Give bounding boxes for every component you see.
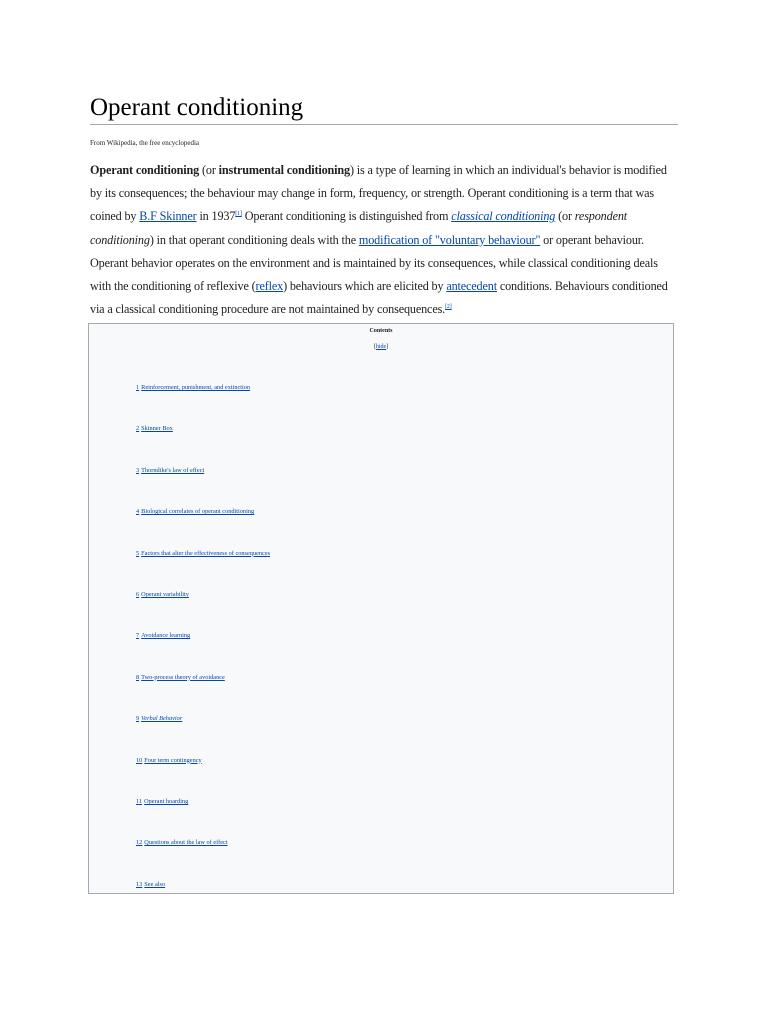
toc-number: 8 bbox=[136, 673, 140, 681]
lead-text: Operant conditioning is distinguished from bbox=[241, 209, 452, 224]
toc-item bbox=[136, 591, 270, 632]
toc-label: Avoidance learning bbox=[141, 632, 191, 640]
toc-link[interactable] bbox=[136, 674, 225, 681]
toc-label: Operant variability bbox=[141, 590, 189, 598]
toc-link[interactable] bbox=[136, 881, 165, 888]
toc-number: 13 bbox=[136, 880, 143, 888]
link-classical-conditioning-text: classical conditioning bbox=[451, 209, 556, 224]
toc-label: Questions about the law of effect bbox=[144, 839, 228, 847]
toc-item bbox=[136, 798, 270, 839]
toc-item bbox=[136, 467, 270, 508]
toc-toggle-bracket: ] bbox=[386, 344, 389, 350]
toc-link[interactable] bbox=[136, 508, 254, 515]
lead-text: (or bbox=[555, 209, 575, 224]
link-classical-conditioning[interactable] bbox=[451, 209, 555, 223]
toc-number: 1 bbox=[136, 384, 140, 391]
lead-text: conditions. Behaviours conditioned via a classical conditioning procedure are not maintained by consequences. bbox=[90, 279, 668, 317]
toc-title: Contents bbox=[369, 328, 393, 334]
toc-item bbox=[136, 674, 270, 715]
lead-text: ) in that operant conditioning deals with the bbox=[149, 232, 359, 247]
toc-label: See also bbox=[144, 880, 166, 888]
site-tagline: From Wikipedia, the free encyclopedia bbox=[90, 139, 200, 147]
toc-number: 4 bbox=[136, 508, 140, 516]
toc-link[interactable] bbox=[136, 550, 270, 557]
toc-number: 2 bbox=[136, 425, 140, 433]
toc-link[interactable] bbox=[136, 715, 182, 722]
link-reflex[interactable]: reflex bbox=[255, 279, 284, 294]
toc-number: 11 bbox=[136, 797, 143, 805]
toc-hide-link[interactable]: hide bbox=[375, 344, 387, 350]
toc-number: 3 bbox=[136, 466, 140, 474]
lead-paragraph bbox=[90, 159, 678, 321]
lead-text: or operant behaviour. Operant behavior operates on the environment and is maintained by its consequences, while classical conditioning deals with the conditioning of reflexive ( bbox=[90, 232, 658, 294]
page-title: Operant conditioning bbox=[90, 92, 678, 125]
italic-term-respondent: respondent conditioning bbox=[90, 209, 628, 247]
toc-link[interactable] bbox=[136, 425, 173, 432]
toc-number: 12 bbox=[136, 839, 143, 847]
toc-label: Verbal Behavior bbox=[141, 715, 183, 723]
citation-1[interactable]: [1] bbox=[235, 211, 242, 218]
toc-label: Four term contingency bbox=[144, 756, 202, 764]
lead-text: in 1937 bbox=[196, 209, 236, 224]
toc-item bbox=[136, 839, 270, 880]
toc-item bbox=[136, 384, 270, 425]
toc-link[interactable] bbox=[136, 384, 250, 391]
toc-link[interactable] bbox=[136, 839, 228, 846]
toc-list bbox=[136, 384, 270, 922]
toc-link[interactable] bbox=[136, 798, 188, 805]
toc-item bbox=[136, 425, 270, 466]
toc-link[interactable] bbox=[136, 632, 190, 639]
toc-label: Reinforcement, punishment, and extinction bbox=[141, 384, 251, 391]
toc-item bbox=[136, 508, 270, 549]
toc-item bbox=[136, 881, 270, 922]
toc-link[interactable] bbox=[136, 591, 189, 598]
toc-label: Two-process theory of avoidance bbox=[141, 673, 225, 681]
toc-label: Factors that alter the effectiveness of consequences bbox=[141, 549, 271, 557]
toc-number: 6 bbox=[136, 590, 140, 598]
link-antecedent[interactable]: antecedent bbox=[446, 279, 497, 294]
link-bf-skinner[interactable]: B.F Skinner bbox=[139, 209, 197, 224]
lead-text: (or bbox=[199, 163, 219, 177]
toc-link[interactable] bbox=[136, 467, 204, 474]
link-voluntary-behaviour[interactable]: modification of "voluntary behaviour" bbox=[358, 232, 541, 247]
toc-number: 9 bbox=[136, 715, 140, 723]
toc-item bbox=[136, 550, 270, 591]
toc-label: Skinner Box bbox=[141, 425, 173, 433]
toc-number: 5 bbox=[136, 549, 140, 557]
article bbox=[90, 92, 678, 334]
toc-item bbox=[136, 632, 270, 673]
toc-label: Thorndike's law of effect bbox=[141, 466, 205, 474]
citation-2[interactable]: [2] bbox=[445, 304, 452, 311]
toc-label: Operant hoarding bbox=[144, 797, 189, 805]
toc-number: 10 bbox=[136, 756, 143, 764]
lead-text: ) is a type of learning in which an individual's behavior is modified by its consequences; the behaviour may change in form, frequency, or strength. Operant conditioning is a term that was coined by bbox=[90, 163, 667, 224]
bold-term-instrumental: instrumental conditioning bbox=[218, 163, 350, 177]
lead-text: ) behaviours which are elicited by bbox=[283, 279, 447, 294]
table-of-contents bbox=[88, 323, 674, 894]
toc-link[interactable] bbox=[136, 757, 202, 764]
toc-label: Biological correlates of operant conditioning bbox=[141, 508, 255, 516]
bold-term-operant: Operant conditioning bbox=[90, 163, 200, 177]
toc-toggle-bracket: [ bbox=[373, 344, 376, 350]
toc-item bbox=[136, 715, 270, 756]
toc-item bbox=[136, 757, 270, 798]
toc-toggle bbox=[89, 344, 673, 350]
toc-number: 7 bbox=[136, 632, 140, 640]
